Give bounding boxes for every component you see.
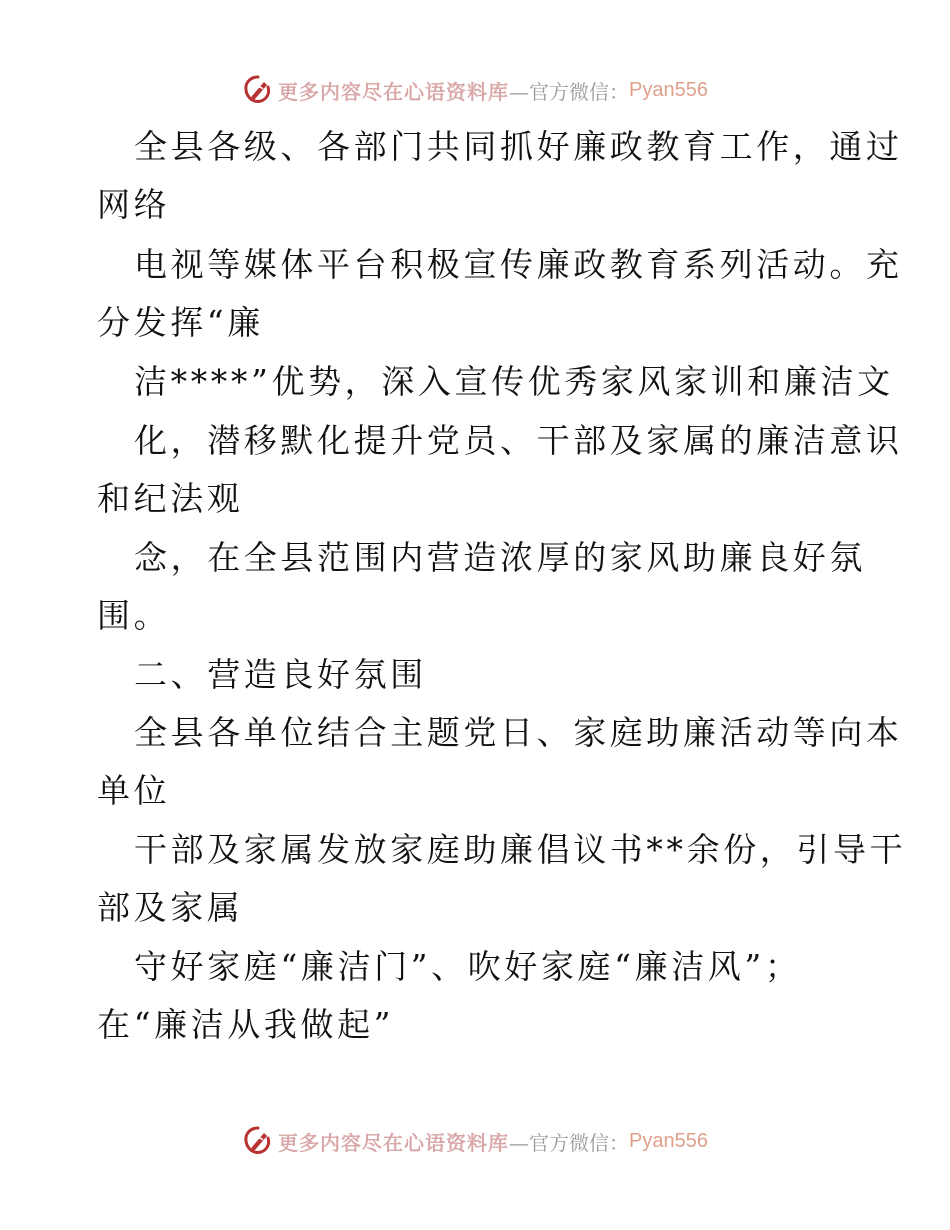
paragraph-line: 守好家庭“廉洁门”、吹好家庭“廉洁风”； (134, 947, 802, 986)
watermark-separator: —官方微信： (509, 79, 630, 104)
paragraph-line: 念，在全县范围内营造浓厚的家风助廉良好氛 (134, 538, 866, 577)
paragraph-line: 单位 (97, 771, 171, 810)
header-watermark (0, 70, 950, 110)
paragraph-line: 部及家属 (97, 888, 244, 927)
paragraph-line: 干部及家属发放家庭助廉倡议书**余份，引导干 (134, 830, 907, 869)
watermark-wechat-id: Pyan556 (629, 78, 708, 101)
paragraph-line: 全县各单位结合主题党日、家庭助廉活动等向本 (134, 713, 903, 752)
watermark-separator: —官方微信： (509, 1130, 630, 1155)
paragraph-line: 全县各级、各部门共同抓好廉政教育工作，通过 (134, 127, 903, 166)
paragraph-line: 电视等媒体平台积极宣传廉政教育系列活动。充 (134, 245, 903, 284)
paragraph-line: 化，潜移默化提升党员、干部及家属的廉洁意识 (134, 421, 903, 460)
paragraph-line: 和纪法观 (97, 479, 244, 518)
watermark-slogan: 更多内容尽在心语资料库 (278, 79, 510, 104)
footer-watermark (0, 1121, 950, 1161)
paragraph-line: 分发挥“廉 (97, 303, 264, 342)
paragraph-line: 围。 (97, 596, 171, 635)
paragraph-line: 在“廉洁从我做起” (97, 1005, 395, 1044)
paragraph-line: 网络 (97, 185, 171, 224)
watermark-slogan: 更多内容尽在心语资料库 (278, 1130, 510, 1155)
pen-swirl-logo-icon (242, 74, 274, 106)
watermark-wechat-id: Pyan556 (629, 1129, 708, 1152)
paragraph-line: 洁****”优势，深入宣传优秀家风家训和廉洁文 (134, 362, 894, 401)
section-heading: 二、营造良好氛围 (134, 655, 427, 694)
pen-swirl-logo-icon (242, 1125, 274, 1157)
